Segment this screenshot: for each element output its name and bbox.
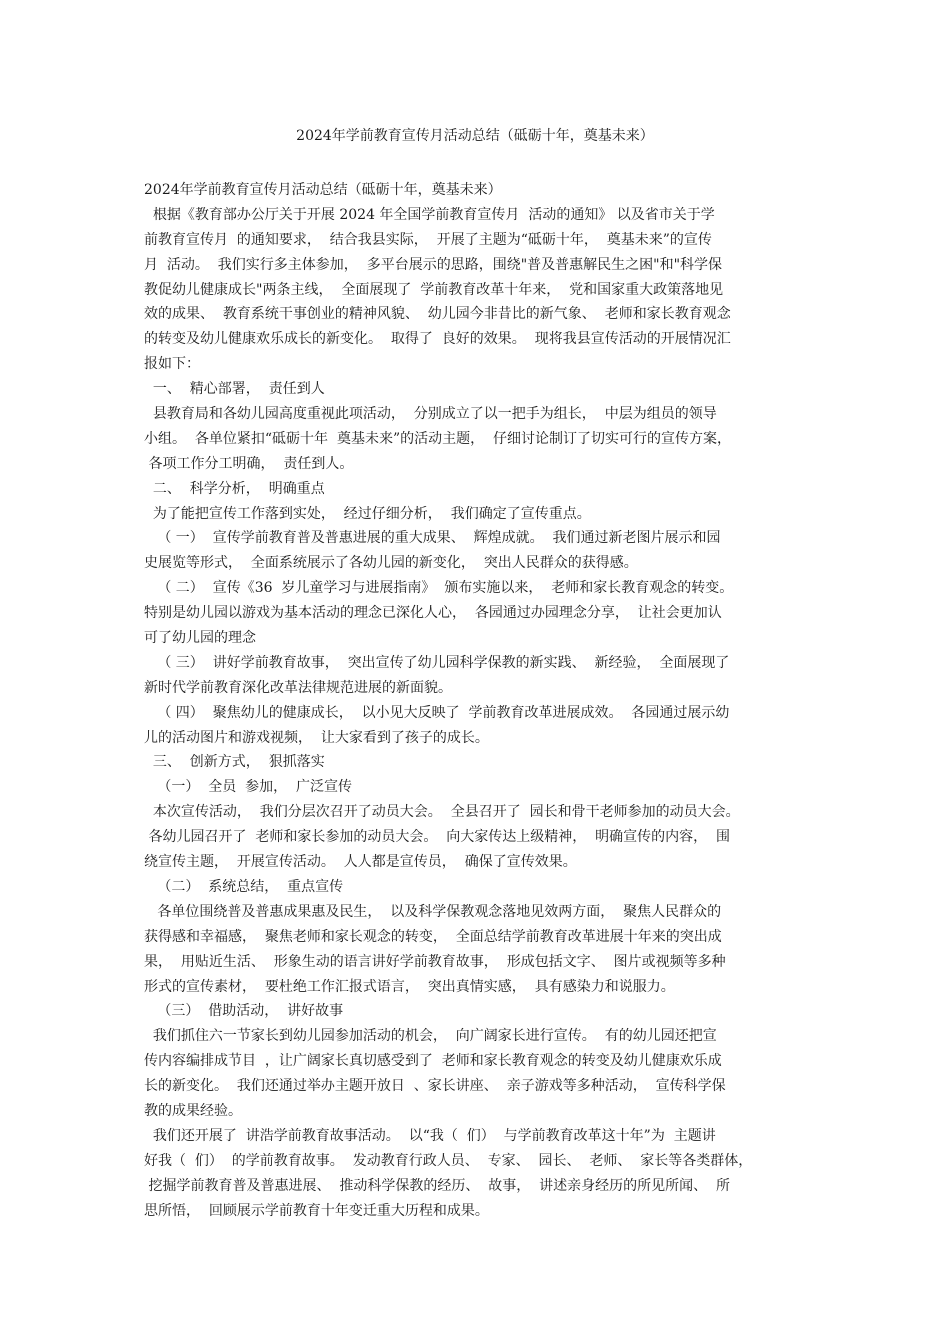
text-line: 获得感和幸福感， 聚焦老师和家长观念的转变， 全面总结学前教育改革进展十年来的突出成 — [144, 928, 722, 945]
text-line: 各幼儿园召开了 老师和家长参加的动员大会。 向大家传达上级精神， 明确宣传的内容， 围 — [144, 829, 731, 846]
text-line: 儿的活动图片和游戏视频， 让大家看到了孩子的成长。 — [144, 729, 489, 746]
text-line: 史展览等形式， 全面系统展示了各幼儿园的新变化， 突出人民群众的获得感。 — [144, 555, 638, 572]
text-line: 好我（ 们） 的学前教育故事。 发动教育行政人员、 专家、 园长、 老师、 家长等各类群体， — [144, 1152, 753, 1169]
text-line: 教促幼儿健康成长"两条主线， 全面展现了 学前教育改革十年来， 党和国家重大政策落地见 — [144, 281, 724, 298]
text-line: 的转变及幼儿健康欢乐成长的新变化。 取得了 良好的效果。 现将我县宣传活动的开展情况汇 — [144, 331, 731, 348]
text-line: 根据《教育部办公厅关于开展 2024 年全国学前教育宣传月 活动的通知》 以及省市关于学 — [144, 206, 715, 223]
text-line: 报如下： — [144, 356, 200, 373]
text-line: 挖掘学前教育普及普惠进展、 推动科学保教的经历、 故事， 讲述亲身经历的所见所闻、 所 — [144, 1177, 731, 1194]
text-line: 特别是幼儿园以游戏为基本活动的理念已深化人心， 各园通过办园理念分享， 让社会更加认 — [144, 605, 722, 622]
text-line: 形式的宣传素材， 要杜绝工作汇报式语言， 突出真情实感， 具有感染力和说服力。 — [144, 978, 675, 995]
text-line: 二、 科学分析， 明确重点 — [144, 480, 325, 497]
text-line: 新时代学前教育深化改革法律规范进展的新面貌。 — [144, 679, 452, 696]
text-line: 2024年学前教育宣传月活动总结（砥砺十年，奠基未来） — [144, 182, 502, 198]
text-line: （ 三） 讲好学前教育故事， 突出宣传了幼儿园科学保教的新实践、 新经验， 全面展现了 — [144, 654, 730, 671]
text-line: （三） 借助活动， 讲好故事 — [144, 1003, 344, 1020]
text-line: 果， 用贴近生活、 形象生动的语言讲好学前教育故事， 形成包括文字、 图片或视频等多种 — [144, 953, 726, 970]
text-line: 前教育宣传月 的通知要求， 结合我县实际， 开展了主题为“砥砺十年， 奠基未来”的宣传 — [144, 231, 712, 248]
text-line: 三、 创新方式， 狠抓落实 — [144, 754, 325, 771]
text-line: 长的新变化。 我们还通过举办主题开放日 、家长讲座、 亲子游戏等多种活动， 宣传科学保 — [144, 1078, 726, 1095]
text-line: （一） 全员 参加， 广泛宣传 — [144, 779, 353, 796]
text-line: （ 一） 宣传学前教育普及普惠进展的重大成果、 辉煌成就。 我们通过新老图片展示和园 — [144, 530, 721, 547]
text-line: 教的成果经验。 — [144, 1102, 242, 1119]
document-body — [144, 178, 814, 1223]
document-title: 2024年学前教育宣传月活动总结（砥砺十年，奠基未来） — [296, 128, 654, 144]
text-line: 效的成果、 教育系统干事创业的精神风貌、 幼儿园今非昔比的新气象、 老师和家长教育观念 — [144, 306, 731, 323]
text-line: 思所悟， 回顾展示学前教育十年变迁重大历程和成果。 — [144, 1202, 489, 1219]
text-line: 各单位围绕普及普惠成果惠及民生， 以及科学保教观念落地见效两方面， 聚焦人民群众的 — [144, 903, 722, 920]
text-line: （ 二） 宣传《36 岁儿童学习与进展指南》 颁布实施以来， 老师和家长教育观念的转变。 — [144, 580, 734, 597]
text-line: 我们还开展了 讲浩学前教育故事活动。 以“我（ 们） 与学前教育改革这十年”为 主题讲 — [144, 1127, 716, 1144]
text-line: （ 四） 聚焦幼儿的健康成长， 以小见大反映了 学前教育改革进展成效。 各园通过展示幼 — [144, 704, 730, 721]
text-line: 可了幼儿园的理念 — [144, 630, 256, 647]
text-line: 小组。 各单位紧扣“砥砺十年 奠基未来”的活动主题， 仔细讨论制订了切实可行的宣传方案， — [144, 430, 732, 447]
text-line: 绕宣传主题， 开展宣传活动。 人人都是宣传员， 确保了宣传效果。 — [144, 854, 577, 871]
text-line: 一、 精心部署， 责任到人 — [144, 381, 325, 398]
text-line: 为了能把宣传工作落到实处， 经过仔细分析， 我们确定了宣传重点。 — [144, 505, 591, 522]
text-line: （二） 系统总结， 重点宣传 — [144, 878, 344, 895]
text-line: 各项工作分工明确， 责任到人。 — [144, 455, 354, 472]
text-line: 我们抓住六一节家长到幼儿园参加活动的机会， 向广阔家长进行宣传。 有的幼儿园还把宣 — [144, 1028, 717, 1045]
text-line: 本次宣传活动， 我们分层次召开了动员大会。 全县召开了 园长和骨干老师参加的动员大会。 — [144, 804, 740, 821]
text-line: 月 活动。 我们实行多主体参加， 多平台展示的思路，围绕"普及普惠解民生之困"和"科学保 — [144, 256, 723, 273]
text-line: 县教育局和各幼儿园高度重视此项活动， 分别成立了以一把手为组长， 中层为组员的领导 — [144, 406, 717, 423]
text-line: 传内容编排成节目 ，让广阔家长真切感受到了 老师和家长教育观念的转变及幼儿健康欢乐成 — [144, 1053, 722, 1070]
